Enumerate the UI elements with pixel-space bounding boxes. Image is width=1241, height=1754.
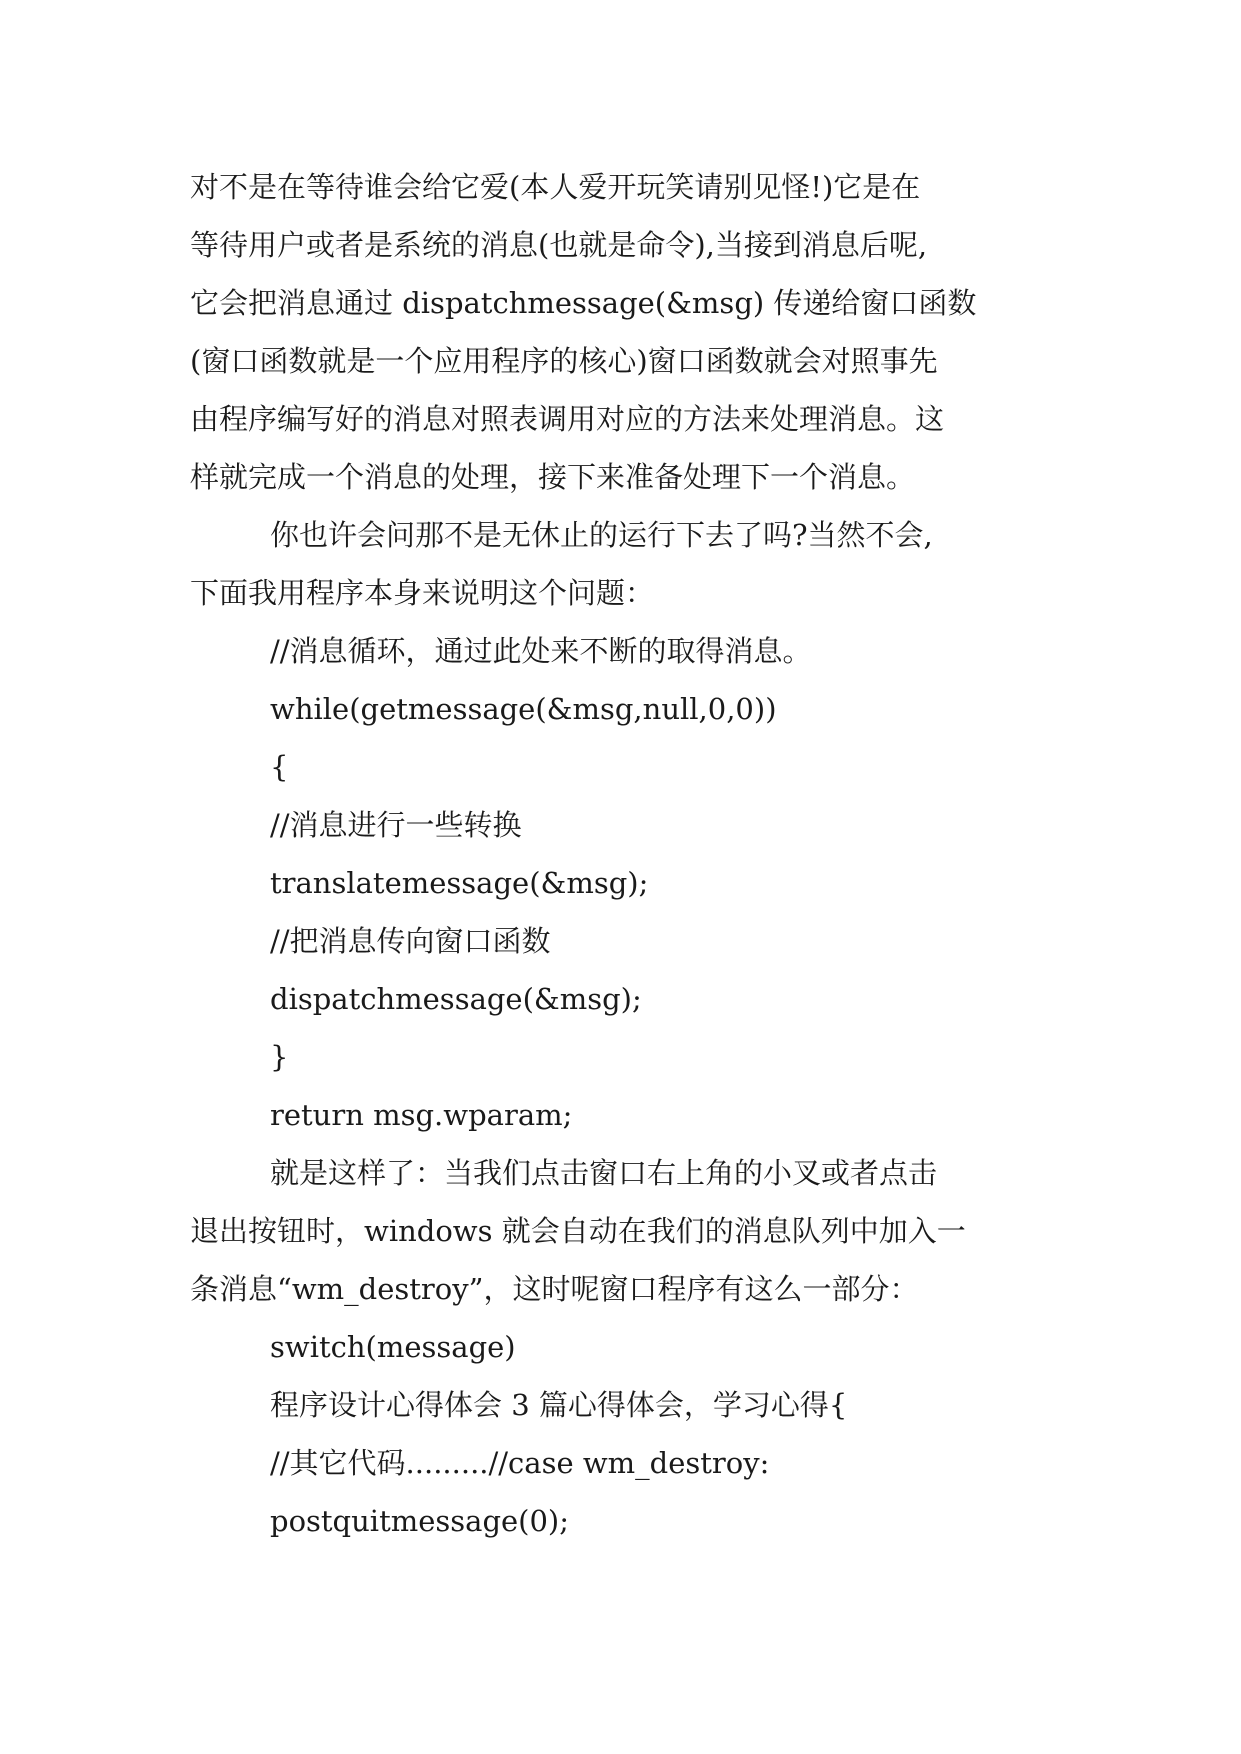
code-comment-line: //消息进行一些转换 [270, 808, 522, 842]
text-line: 它会把消息通过 dispatchmessage(&msg) 传递给窗口函数 [190, 286, 977, 320]
code-line: { [270, 750, 289, 784]
text-line: 等待用户或者是系统的消息(也就是命令),当接到消息后呢, [190, 228, 928, 262]
text-line: 退出按钮时，windows 就会自动在我们的消息队列中加入一 [190, 1214, 966, 1248]
code-line: switch(message) [270, 1330, 516, 1364]
code-line: postquitmessage(0); [270, 1504, 570, 1538]
paragraph-start-line: 就是这样了：当我们点击窗口右上角的小叉或者点击 [270, 1156, 938, 1190]
text-line: 下面我用程序本身来说明这个问题： [190, 576, 655, 610]
code-comment-line: //其它代码.........//case wm_destroy: [270, 1446, 770, 1480]
text-line: 由程序编写好的消息对照表调用对应的方法来处理消息。这 [190, 402, 945, 436]
text-line: 条消息“wm_destroy”，这时呢窗口程序有这么一部分： [190, 1272, 919, 1306]
code-line: translatemessage(&msg); [270, 866, 649, 900]
paragraph-start-line: 你也许会问那不是无休止的运行下去了吗?当然不会, [270, 518, 933, 552]
text-line: 对不是在等待谁会给它爱(本人爱开玩笑请别见怪!)它是在 [190, 170, 921, 204]
text-line: 样就完成一个消息的处理，接下来准备处理下一个消息。 [190, 460, 916, 494]
text-line: 程序设计心得体会 3 篇心得体会，学习心得{ [270, 1388, 848, 1422]
code-line: while(getmessage(&msg,null,0,0)) [270, 692, 777, 726]
code-comment-line: //消息循环，通过此处来不断的取得消息。 [270, 634, 812, 668]
code-line: dispatchmessage(&msg); [270, 982, 642, 1016]
text-line: (窗口函数就是一个应用程序的核心)窗口函数就会对照事先 [190, 344, 938, 378]
code-line: } [270, 1040, 289, 1074]
code-comment-line: //把消息传向窗口函数 [270, 924, 551, 958]
document-body [190, 158, 1050, 1550]
code-line: return msg.wparam; [270, 1098, 573, 1132]
